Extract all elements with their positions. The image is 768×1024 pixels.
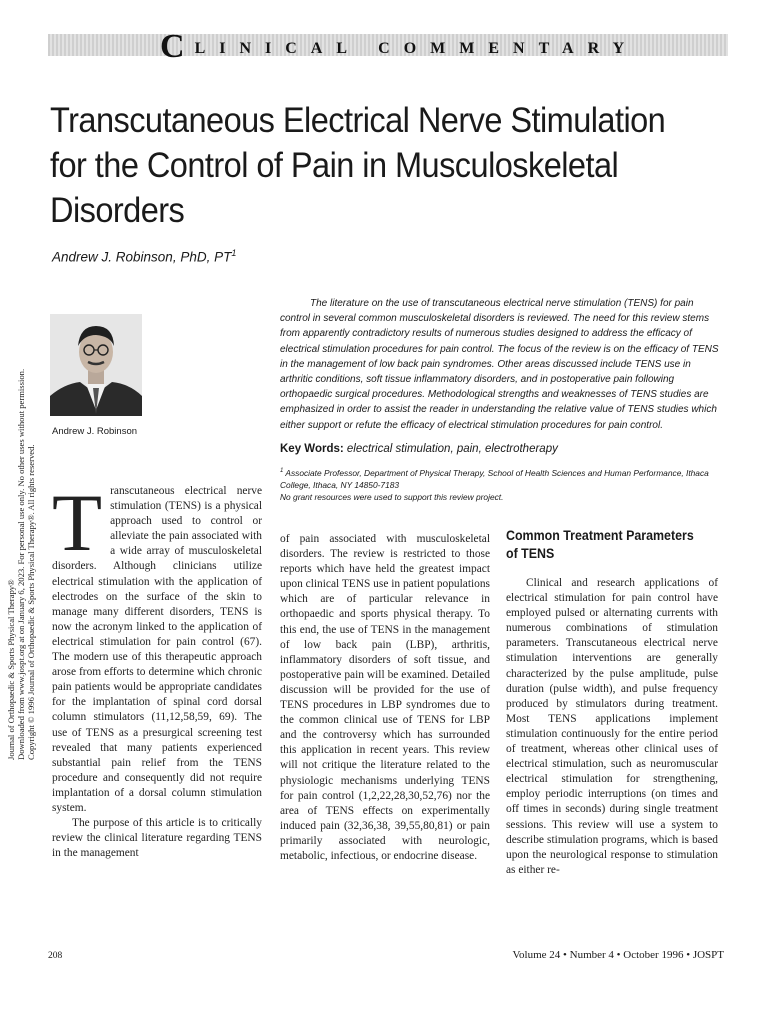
drop-cap: T <box>52 477 103 568</box>
abstract: The literature on the use of transcutaneous electrical nerve stimulation (TENS) for pain control in several common musculoskeletal disorders is reviewed. The need for this review stems from apparently contradictory results of numerous studies designed to address the efficacy of electrical stimulation procedures for pain control. The focus of the review is on the efficacy of TENS in the management of low back pain syndromes. Other areas discussed include TENS use in arthritic conditions, soft tissue inflammatory disorders, and in postoperative pain following orthopaedic surgical procedures. Methodological strengths and weaknesses of TENS studies are emphasized in order to assist the reader in understanding the relative value of TENS studies which either support or refute the efficacy of electrical stimulation procedures for pain control. <box>280 298 719 431</box>
funding-note: No grant resources were used to support this review project. <box>280 491 504 502</box>
body-column-3 <box>506 576 718 878</box>
author-name: Andrew J. Robinson, PhD, PT <box>52 249 232 265</box>
copyright-sidebar <box>6 360 36 760</box>
parameters-paragraph: Clinical and research applications of electrical stimulation for pain control have employed pulsed or alternating currents with numerous combinations of stimulation parameters. Transcutaneous electrical nerve stimulation interventions are generally characterized by the pulse amplitude, pulse duration (pulse width), and pulse frequency produced by stimulators during treatment. Most TENS applications implement stimulation continuously for the entire period of treatment, whereas other clinical uses of electrical stimulation, such as neuromuscular electrical stimulation for strengthening, employ periodic interruptions (on times and off times in seconds) during single treatment sessions. This review will use a system to describe stimulation programs, which is based upon the neurological response to stimulation as either re- <box>506 577 718 876</box>
author-affiliation <box>280 465 730 503</box>
title-line-1: Transcutaneous Electrical Nerve Stimulation <box>50 101 666 140</box>
intro-text: ranscutaneous electrical nerve stimulation (TENS) is a physical approach used to control or alleviate the pain associated with a wide array of musculoskeletal disorders. Although clinicians utilize electrical stimulation with the application of electrodes on the surface of the skin to manage many different disorders, TENS is now the acronym linked to the application of electrical stimulation for pain control (67). The modern use of this therapeutic approach arose from efforts to determine which chronic pain patients would be appropriate candidates for the implantation of spinal cord dorsal column stimulators (11,12,58,59, 69). The use of TENS as a presurgical screening test revealed that many patients experienced substantial pain relief from the TENS procedure and consequently did not require implantation of a dorsal column stimulation system. <box>52 485 262 814</box>
intro-paragraph <box>52 477 262 816</box>
page-number: 208 <box>48 951 63 961</box>
affiliation-mark: 1 <box>280 468 284 474</box>
section-banner <box>48 28 728 65</box>
section-label <box>160 28 638 66</box>
keywords-text: electrical stimulation, pain, electrotherapy <box>346 443 558 455</box>
affiliation-text: Associate Professor, Department of Physical Therapy, School of Health Sciences and Human Performance, Ithaca College, Ithaca, NY 14850-7183 <box>280 467 709 490</box>
author-note-mark: 1 <box>231 248 237 258</box>
section-initial: C <box>160 28 195 65</box>
title-line-2: for the Control of Pain in Musculoskeletal <box>50 146 619 185</box>
sidebar-line-2: Downloaded from www.jospt.org at on January 6, 2023. For personal use only. No other uses without permission. <box>16 368 26 760</box>
keywords <box>280 443 720 455</box>
article-title <box>50 98 682 233</box>
purpose-paragraph: The purpose of this article is to critically review the clinical literature regarding TENS in the management <box>52 817 262 860</box>
body-column-2 <box>280 532 490 864</box>
sidebar-line-1: Journal of Orthopaedic & Sports Physical Therapy® <box>6 579 16 760</box>
journal-footer: Volume 24 • Number 4 • October 1996 • JOSPT <box>512 949 724 961</box>
section-heading: Common Treatment Parameters of TENS <box>506 528 694 561</box>
author-photo <box>50 314 142 416</box>
section-rest: LINICAL COMMENTARY <box>194 40 639 57</box>
photo-caption: Andrew J. Robinson <box>52 426 138 437</box>
author-portrait-image <box>50 314 142 416</box>
scope-paragraph: of pain associated with musculoskeletal disorders. The review is restricted to those reports which have held the greatest impact upon clinical TENS use in patient populations which are of particular relevance in orthopaedic and sports physical therapy. To this end, the use of TENS in the management of low back pain (LBP), arthritis, inflammatory disorders of soft tissue, and postoperative pain will be examined. Detailed discussion will be provided for the use of TENS procedures in LBP syndromes due to the common clinical use of TENS for LBP and the controversy which has surrounded this application in recent years. This review will not critique the literature related to the physiologic mechanisms underlying TENS for pain control (1,2,22,28,30,52,76) nor the area of TENS effects on experimentally induced pain (32,36,38, 39,55,80,81) or pain primarily associated with neurologic, metabolic, infectious, or endocrine disease. <box>280 533 490 862</box>
keywords-label: Key Words: <box>280 443 344 455</box>
title-line-3: Disorders <box>50 191 185 230</box>
body-column-1 <box>52 477 262 861</box>
sidebar-line-3: Copyright © 1996 Journal of Orthopaedic & Sports Physical Therapy®. All rights reserved. <box>26 444 36 760</box>
author-byline <box>52 248 236 265</box>
